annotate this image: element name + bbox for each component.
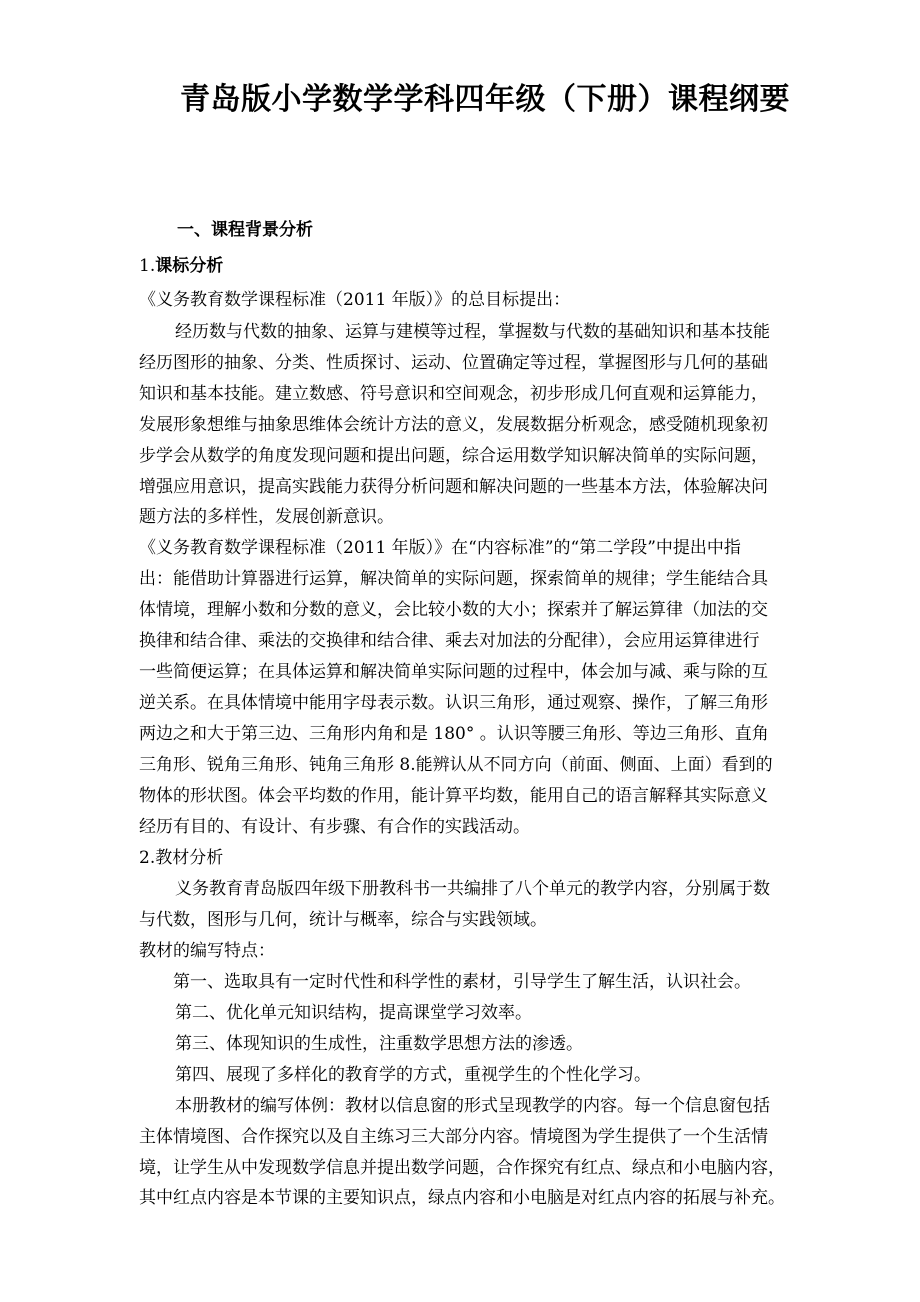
paragraph-line: 两边之和大于第三边、三角形内角和是 180° 。认识等腰三角形、等边三角形、直角 <box>139 724 769 744</box>
list-item: 第二、优化单元知识结构，提高课堂学习效率。 <box>175 1003 532 1023</box>
subsection-heading: 2.教材分析 <box>139 848 224 868</box>
paragraph-line: 与代数，图形与几何，统计与概率，综合与实践领域。 <box>139 910 547 930</box>
paragraph-line: 境，让学生从中发现数学信息并提出数学问题，合作探究有红点、绿点和小电脑内容， <box>139 1158 785 1178</box>
paragraph-line: 《义务教育数学课程标准（2011 年版）》在“内容标准”的“第二学段”中提出中指 <box>139 538 741 558</box>
subsection-number: 1. <box>139 256 156 276</box>
paragraph-line: 步学会从数学的角度发现问题和提出问题，综合运用数学知识解决简单的实际问题， <box>139 446 768 466</box>
paragraph-line: 经历有目的、有设计、有步骤、有合作的实践活动。 <box>139 817 530 837</box>
subsection-heading <box>139 254 223 278</box>
list-item: 第四、展现了多样化的教育学的方式，重视学生的个性化学习。 <box>175 1065 651 1085</box>
paragraph-line: 主体情境图、合作探究以及自主练习三大部分内容。情境图为学生提供了一个生活情 <box>139 1127 768 1147</box>
paragraph-line: 发展形象想维与抽象思维体会统计方法的意义，发展数据分析观念，感受随机现象初 <box>139 415 768 435</box>
paragraph-line: 题方法的多样性，发展创新意识。 <box>139 507 394 527</box>
list-item: 第三、体现知识的生成性，注重数学思想方法的渗透。 <box>175 1034 583 1054</box>
paragraph-line: 增强应用意识，提高实践能力获得分析问题和解决问题的一些基本方法，体验解决问 <box>139 477 768 497</box>
paragraph-line: 义务教育青岛版四年级下册教科书一共编排了八个单元的教学内容，分别属于数 <box>175 879 770 899</box>
subsection-label: 课标分析 <box>155 256 224 276</box>
paragraph-line: 体情境，理解小数和分数的意义，会比较小数的大小；探索并了解运算律（加法的交 <box>139 600 768 620</box>
paragraph-line: 出：能借助计算器进行运算，解决简单的实际问题，探索简单的规律；学生能结合具 <box>139 569 768 589</box>
paragraph-line: 经历图形的抽象、分类、性质探讨、运动、位置确定等过程，掌握图形与几何的基础 <box>139 353 768 373</box>
paragraph-line: 经历数与代数的抽象、运算与建模等过程，掌握数与代数的基础知识和基本技能 <box>175 322 770 342</box>
paragraph-line: 一些简便运算；在具体运算和解决简单实际问题的过程中，体会加与减、乘与除的互 <box>139 662 768 682</box>
document-title: 青岛版小学数学学科四年级（下册）课程纲要 <box>180 82 790 117</box>
paragraph-line: 换律和结合律、乘法的交换律和结合律、乘去对加法的分配律），会应用运算律进行 <box>139 631 760 651</box>
paragraph-line: 教材的编写特点： <box>139 941 275 961</box>
paragraph-line: 物体的形状图。体会平均数的作用，能计算平均数，能用自己的语言解释其实际意义 <box>139 786 768 806</box>
paragraph-line: 其中红点内容是本节课的主要知识点，绿点内容和小电脑是对红点内容的拓展与补充。 <box>139 1188 785 1208</box>
paragraph-line: 三角形、锐角三角形、钝角三角形 8.能辨认从不同方向（前面、侧面、上面）看到的 <box>139 755 773 775</box>
section-heading: 一、课程背景分析 <box>177 220 313 240</box>
paragraph-line: 本册教材的编写体例：教材以信息窗的形式呈现教学的内容。每一个信息窗包括 <box>175 1096 770 1116</box>
list-item: 第一、选取具有一定时代性和科学性的素材，引导学生了解生活，认识社会。 <box>173 972 751 992</box>
paragraph-line: 逆关系。在具体情境中能用字母表示数。认识三角形，通过观察、操作，了解三角形 <box>139 693 768 713</box>
paragraph-line: 知识和基本技能。建立数感、符号意识和空间观念，初步形成几何直观和运算能力， <box>139 384 768 404</box>
paragraph-line: 《义务教育数学课程标准（2011 年版）》的总目标提出： <box>139 290 571 310</box>
